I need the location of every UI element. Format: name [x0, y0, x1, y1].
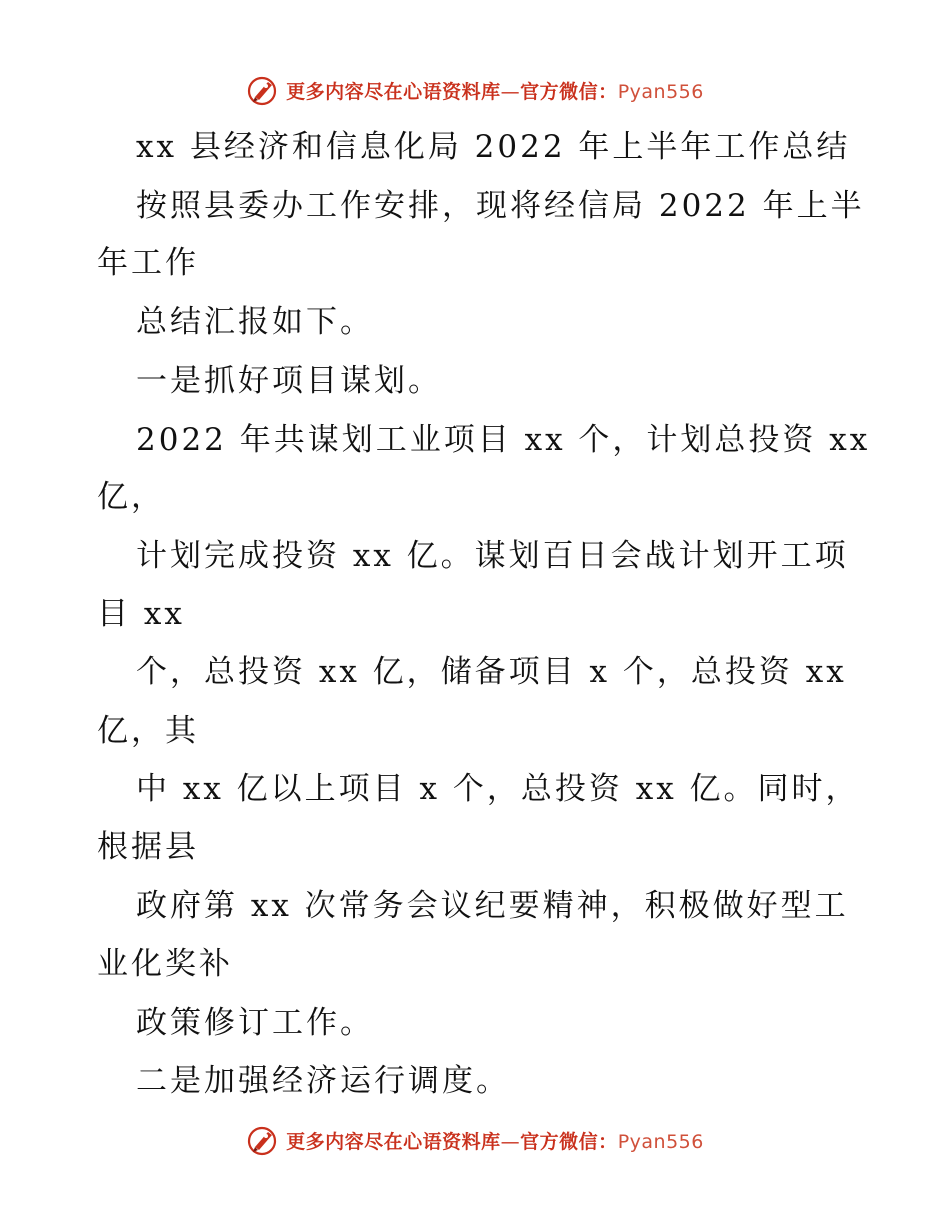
- watermark-wechat-label: 官方微信：: [520, 80, 618, 103]
- paragraph-line: 政策修订工作。: [136, 1005, 374, 1041]
- paragraph-line: 个，总投资 xx 亿，储备项目 x 个，总投资 xx: [136, 654, 847, 690]
- pen-logo-icon: [246, 1123, 280, 1157]
- paragraph-line: 政府第 xx 次常务会议纪要精神，积极做好型工: [136, 888, 849, 924]
- paragraph-line: 按照县委办工作安排，现将经信局 2022 年上半: [136, 188, 865, 224]
- paragraph-line: 业化奖补: [97, 946, 233, 982]
- watermark-wechat-id: Pyan556: [617, 80, 704, 103]
- paragraph-line: 2022 年共谋划工业项目 xx 个，计划总投资 xx: [136, 422, 871, 458]
- paragraph-line: 亿，其: [97, 713, 199, 749]
- pen-logo-icon: [246, 73, 280, 107]
- watermark-main: 更多内容尽在心语资料库: [286, 1130, 501, 1153]
- paragraph-line: 目 xx: [97, 596, 185, 632]
- paragraph-line: 总结汇报如下。: [136, 304, 374, 340]
- paragraph-line: 中 xx 亿以上项目 x 个，总投资 xx 亿。同时，: [136, 771, 860, 807]
- watermark-wechat-label: 官方微信：: [520, 1130, 618, 1153]
- section-heading: 一是抓好项目谋划。: [136, 363, 442, 399]
- paragraph-line: 亿，: [97, 479, 165, 515]
- section-heading: 二是加强经济运行调度。: [136, 1063, 510, 1099]
- watermark-separator: —: [500, 1130, 521, 1153]
- watermark-text: [286, 77, 704, 104]
- document-title: xx 县经济和信息化局 2022 年上半年工作总结: [136, 129, 851, 165]
- header-watermark: [0, 70, 950, 110]
- footer-watermark: [0, 1120, 950, 1160]
- watermark-text: [286, 1127, 704, 1154]
- paragraph-line: 年工作: [97, 245, 199, 281]
- paragraph-line: 根据县: [97, 829, 199, 865]
- watermark-separator: —: [500, 80, 521, 103]
- watermark-main: 更多内容尽在心语资料库: [286, 80, 501, 103]
- paragraph-line: 计划完成投资 xx 亿。谋划百日会战计划开工项: [136, 538, 849, 574]
- watermark-wechat-id: Pyan556: [617, 1130, 704, 1153]
